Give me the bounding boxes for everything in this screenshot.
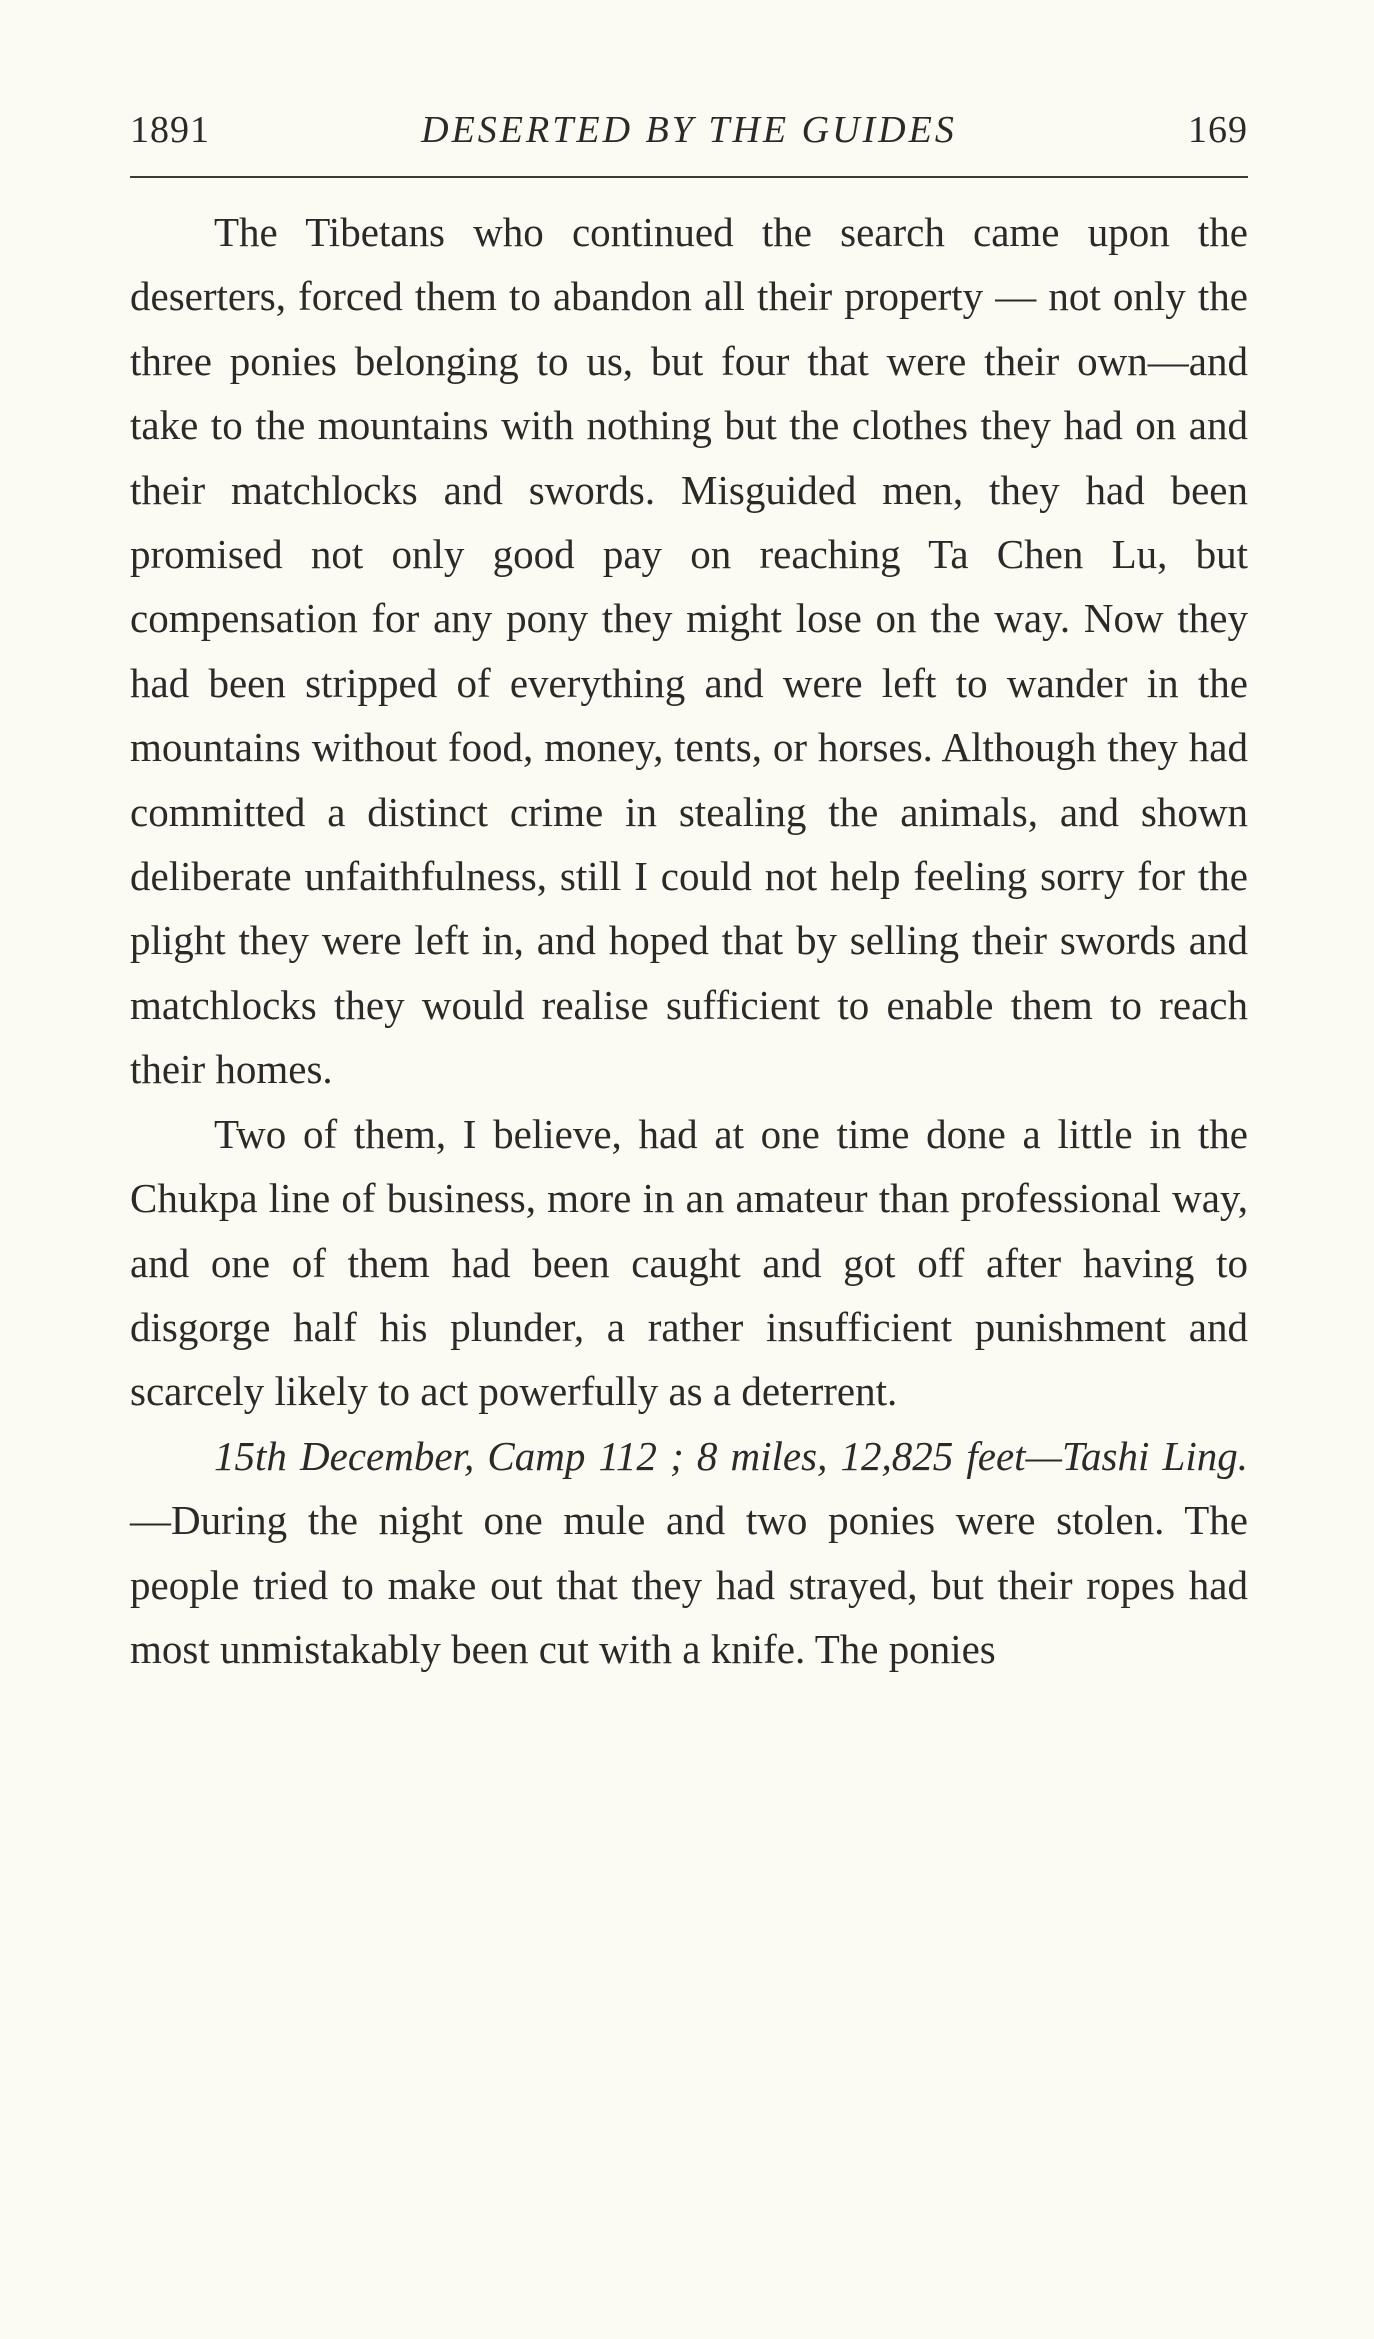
header-year: 1891 xyxy=(130,109,210,151)
body-text xyxy=(130,200,1248,1681)
page-number: 169 xyxy=(1188,109,1248,151)
book-page xyxy=(130,108,1248,1672)
paragraph-3-text: —During the night one mule and two ponies were stolen. The people tried to make out that they had strayed, but their ropes had most unmistakably been cut with a knife. The ponies xyxy=(130,1497,1248,1672)
paragraph-1-text: The Tibetans who continued the search came upon the deserters, forced them to abandon all their property — not only the three ponies belonging to us, but four that were their own—and take to the mountains with nothing but the clothes they had on and their matchlocks and swords. Misguided men, they had been promised not only good pay on reaching Ta Chen Lu, but compensation for any pony they might lose on the way. Now they had been stripped of everything and were left to wander in the mountains without food, money, tents, or horses. Although they had committed a distinct crime in stealing the animals, and shown deliberate unfaithfulness, still I could not help feeling sorry for the plight they were left in, and hoped that by selling their swords and matchlocks they would realise sufficient to enable them to reach their homes. xyxy=(130,209,1248,1093)
paragraph-2-text: Two of them, I believe, had at one time done a little in the Chukpa line of business, more in an amateur than professional way, and one of them had been caught and got off after having to disgorge half his plunder, a rather insufficient punishment and scarcely likely to act powerfully as a deterrent. xyxy=(130,1110,1248,1415)
paragraph-2 xyxy=(130,1102,1248,1424)
running-title: DESERTED BY THE GUIDES xyxy=(421,109,957,151)
header-rule xyxy=(130,176,1248,178)
paragraph-3 xyxy=(130,1424,1248,1682)
diary-entry-heading: 15th December, Camp 112 ; 8 miles, 12,825 feet—Tashi Ling. xyxy=(214,1432,1248,1479)
paragraph-1 xyxy=(130,200,1248,1102)
running-header xyxy=(130,108,1248,162)
